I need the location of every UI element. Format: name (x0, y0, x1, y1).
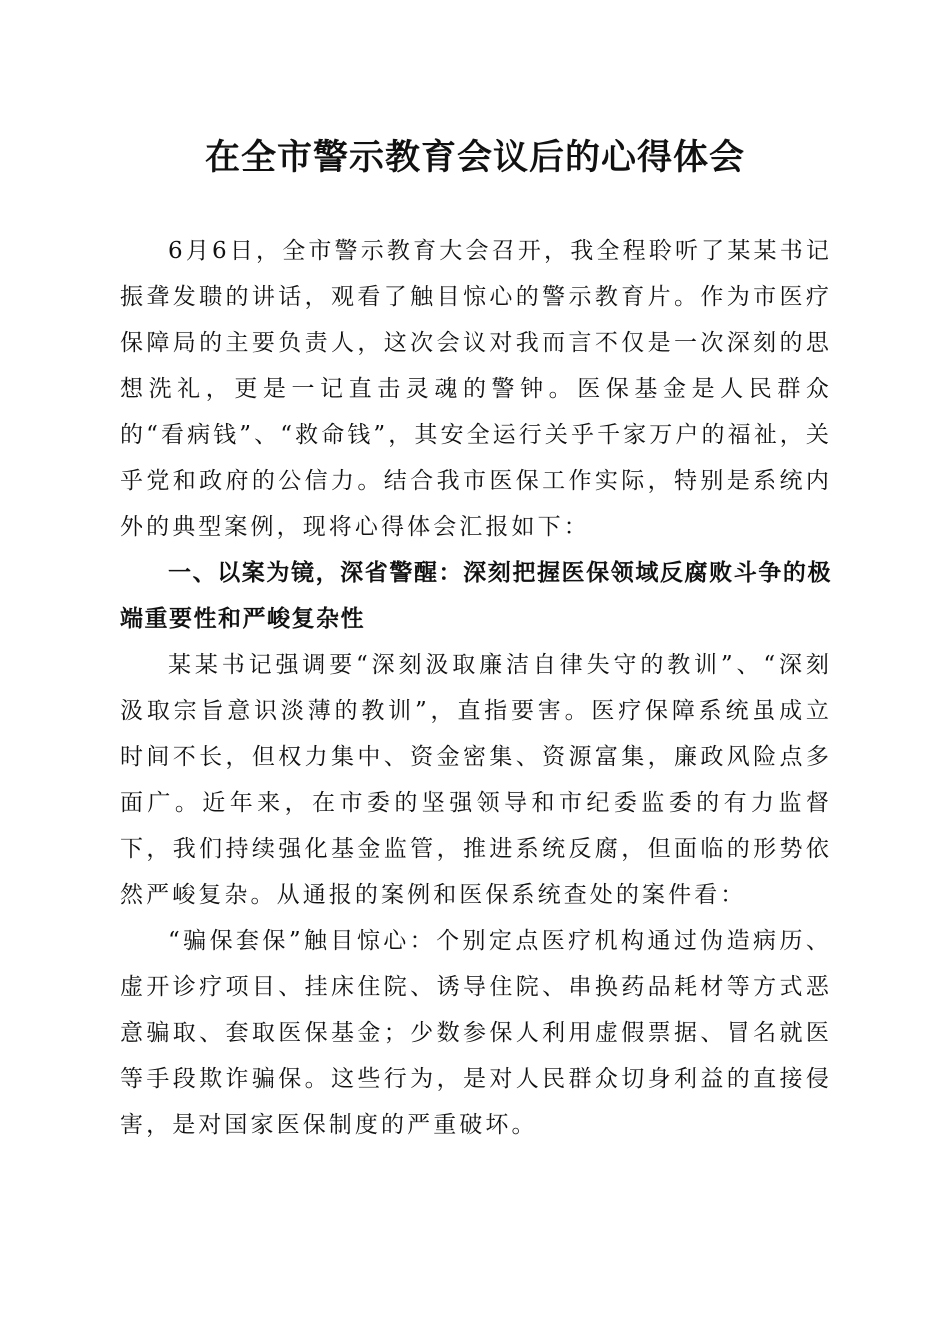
paragraph-fraud-cases: “骗保套保”触目惊心：个别定点医疗机构通过伪造病历、虚开诊疗项目、挂床住院、诱导住院、串换药品耗材等方式恶意骗取、套取医保基金；少数参保人利用虚假票据、冒名就医等手段欺诈骗保。这些行为，是对人民群众切身利益的直接侵害，是对国家医保制度的严重破坏。 (120, 928, 832, 1138)
document-body (120, 228, 832, 1148)
paragraph-section-1: 某某书记强调要“深刻汲取廉洁自律失守的教训”、“深刻汲取宗旨意识淡薄的教训”，直指要害。医疗保障系统虽成立时间不长，但权力集中、资金密集、资源富集，廉政风险点多面广。近年来，在市委的坚强领导和市纪委监委的有力监督下，我们持续强化基金监管，推进系统反腐，但面临的形势依然严峻复杂。从通报的案例和医保系统查处的案件看： (120, 652, 832, 908)
document-title: 在全市警示教育会议后的心得体会 (204, 137, 745, 178)
section-heading-1: 一、以案为镜，深省警醒：深刻把握医保领域反腐败斗争的极端重要性和严峻复杂性 (120, 560, 832, 632)
paragraph-intro: 6月6日，全市警示教育大会召开，我全程聆听了某某书记振聋发聩的讲话，观看了触目惊心的警示教育片。作为市医疗保障局的主要负责人，这次会议对我而言不仅是一次深刻的思想洗礼，更是一记直击灵魂的警钟。医保基金是人民群众的“看病钱”、“救命钱”，其安全运行关乎千家万户的福祉，关乎党和政府的公信力。结合我市医保工作实际，特别是系统内外的典型案例，现将心得体会汇报如下： (120, 238, 832, 540)
